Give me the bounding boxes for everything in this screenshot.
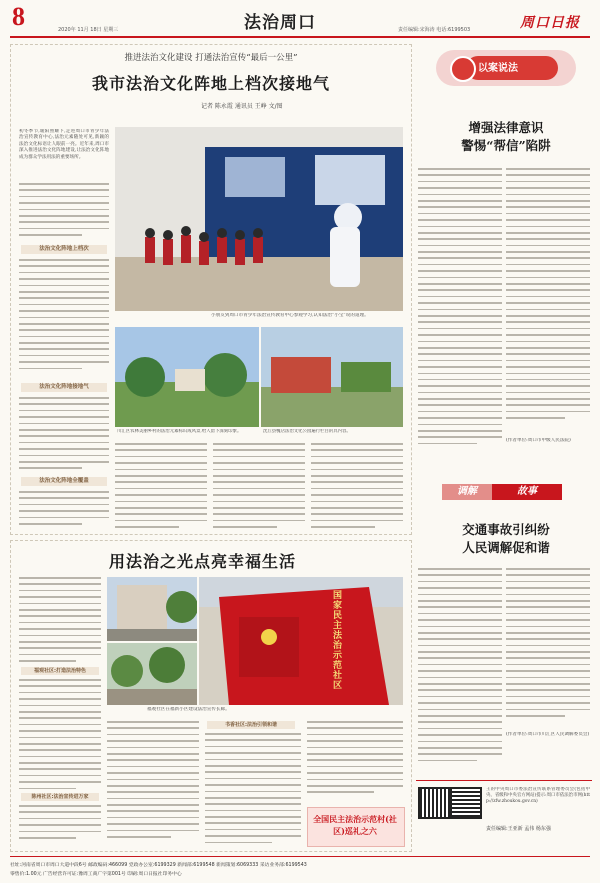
story2-subhead-1: 福观社区:打造法治特色 (21, 667, 99, 675)
section-title: 法治周口 (244, 13, 316, 33)
community-building-photo (107, 577, 197, 641)
lead-headline: 我市法治文化阵地上档次接地气 (91, 74, 330, 93)
footer-line-1: 社址:河南省周口市周口大道中段6号 邮政编码:466099 党政办公室:6199329 新闻部:6199548 新闻策划:6069333 采访业务部:6199543 (10, 863, 307, 868)
column-text-left (418, 168, 502, 458)
story2-text-col-2 (107, 721, 199, 847)
lead-text-block-7 (311, 443, 403, 531)
lead-photo-caption-2: 川汇区农林美丽乡村的法治元素标识成风景,给人留下深刻印象。 (117, 429, 242, 434)
lead-subhead-2: 法治文化阵地接地气 (21, 383, 107, 392)
mediation-signoff: (作者单位:周口市川汇区人民调解委员会) (506, 732, 590, 737)
lead-photo-caption-3: 沈丘县槐店法治文化公园遍行栏目的具内容。 (263, 429, 351, 434)
footer-line-2: 零售价:1.00元 广告经营许可证:豫周工商广字第001号 印刷:周口日报社印务中心 (10, 872, 182, 877)
column-headline-1: 增强法律意识 (468, 120, 544, 135)
story2-photo-garden (107, 643, 197, 705)
law-education-center-photo (115, 127, 403, 311)
mediation-header-left: 调解 (442, 484, 492, 500)
mediation-headline-2: 人民调解促和谐 (462, 540, 550, 555)
lead-kicker: 推进法治文化建设 打通法治宣传“最后一公里” (124, 53, 298, 63)
mediation-text-right (506, 568, 590, 728)
lead-text-block-1 (19, 183, 109, 245)
date-line: 2020年 11月 18日 星期三 (58, 27, 119, 33)
lead-text-block-3 (19, 397, 109, 477)
lead-text-block-4 (19, 491, 109, 531)
law-corridor-sign-photo (199, 577, 403, 705)
mediation-story (416, 470, 592, 770)
column-badge-icon (450, 56, 476, 82)
story2-photo-sign (199, 577, 403, 705)
story2-corner-label: 全国民主法治示范村(社区)巡礼之六 (313, 814, 397, 836)
footer (10, 856, 590, 881)
qr-editor: 责任编辑:王亚新 孟伟 杨东强 (486, 826, 551, 832)
masthead-rule (10, 36, 590, 38)
story2-text-col-4 (307, 721, 403, 801)
mediation-text-left (418, 568, 502, 768)
masthead (0, 0, 600, 36)
mediation-headline-1: 交通事故引纠纷 (462, 522, 550, 537)
column-signoff: (作者单位:周口市中级人民法院) (506, 438, 571, 443)
page-number: 8 (12, 2, 25, 31)
lead-photo-2 (115, 327, 259, 427)
lead-story (10, 44, 412, 535)
editor-line: 责任编辑:宋海涛 电话:6199503 (398, 27, 471, 33)
lead-photo-caption-1: 小朋友到周口市青少年法治宣传教育中心参观学习,认知法治“小宝”说的道理。 (211, 313, 369, 318)
story2-sign-text: 国家民主法治示范社区 (333, 591, 343, 691)
column-text-right (506, 168, 590, 434)
story2-text-col-1 (19, 577, 101, 667)
qr-code-2 (452, 789, 480, 817)
case-column (416, 44, 592, 464)
story-2 (10, 540, 412, 852)
lead-intro: 初冬季节,暖阳照耀下,走进周口市青少年法治宣传教育中心,法治元素随处可见,新颖的法治文化标语让人眼前一亮。近年来,周口市深入推进法治文化阵地建设,让法治文化阵地成为群众学法用法的重要场所。 (19, 129, 109, 160)
column-badge-label: 以案说法 (478, 63, 518, 74)
lead-main-photo (115, 127, 403, 311)
lead-subhead-1: 法治文化阵地上档次 (21, 245, 107, 254)
column-headline-2: 警惕“帮信”陷阱 (461, 138, 551, 153)
lead-text-block-6 (213, 443, 305, 531)
story2-text-col-3 (205, 733, 301, 847)
lead-byline: 记者 陈永霞 通讯员 王峥 文/图 (201, 103, 283, 110)
story2-text-col-1c (19, 805, 101, 847)
lead-text-block-2 (19, 259, 109, 379)
paper-name-logo: 周口日报 (520, 15, 580, 31)
story2-photo-caption: 福观社区在福新小区建设法治宣传长廊。 (147, 707, 230, 712)
lead-subhead-3: 法治文化阵地全覆盖 (21, 477, 107, 486)
story2-text-col-1b (19, 679, 101, 791)
story2-photo-building (107, 577, 197, 641)
lead-text-block-5 (115, 443, 207, 531)
law-park-photo (261, 327, 403, 427)
community-garden-photo (107, 643, 197, 705)
qr-caption: 王的中央周口市委法治宣传联系管理委员会(包括中央、省级和中央官方网站)提示:周口市依法治市网(http://zfw.zhoukou.gov.cn) (486, 787, 590, 804)
qr-block (416, 780, 592, 847)
rural-village-photo (115, 327, 259, 427)
story2-subhead-3: 书香社区:法治引领和谐 (207, 721, 295, 729)
story2-headline: 用法治之光点亮幸福生活 (109, 552, 297, 571)
mediation-header-right: 故事 (492, 484, 562, 500)
qr-code-1 (420, 789, 448, 817)
story2-subhead-2: 陈州社区:法治宣传进万家 (21, 793, 99, 801)
lead-photo-3 (261, 327, 403, 427)
